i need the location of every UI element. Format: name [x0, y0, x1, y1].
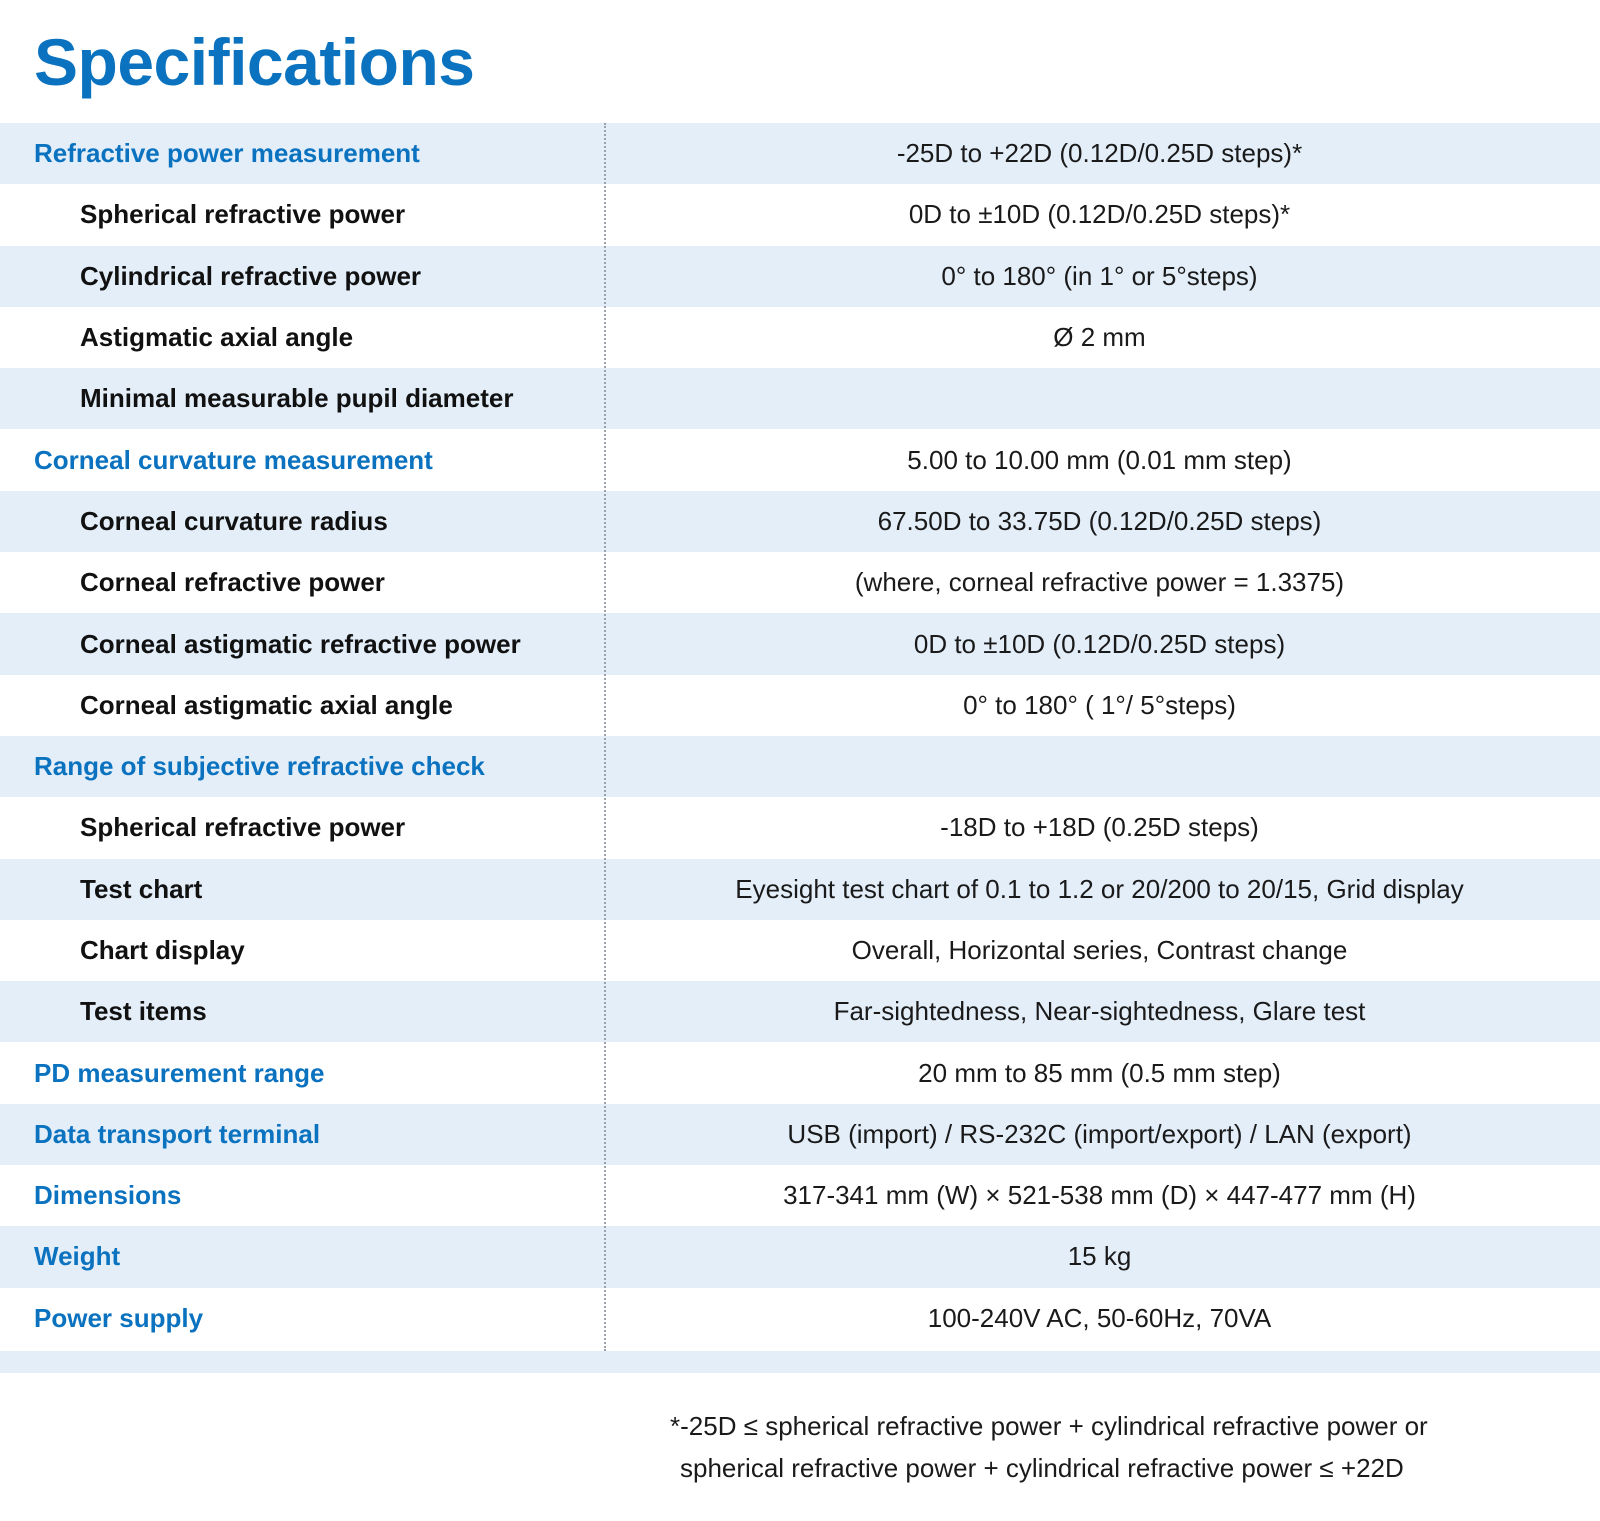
spec-value: 0D to ±10D (0.12D/0.25D steps)* — [908, 199, 1291, 230]
spec-row — [0, 491, 1600, 552]
spec-value: 100-240V AC, 50-60Hz, 70VA — [927, 1302, 1272, 1333]
column-divider — [604, 123, 606, 1351]
spec-value: -25D to +22D (0.12D/0.25D steps)* — [896, 138, 1303, 169]
spec-value: Ø 2 mm — [1053, 322, 1146, 353]
spec-value: 20 mm to 85 mm (0.5 mm step) — [918, 1057, 1281, 1088]
footnote-line: *-25D ≤ spherical refractive power + cylindrical refractive power or — [670, 1411, 1428, 1441]
spec-label: Corneal refractive power — [80, 567, 385, 598]
spec-label: Spherical refractive power — [80, 812, 406, 843]
spec-label: Corneal astigmatic axial angle — [80, 689, 453, 720]
spec-label: Test items — [80, 996, 207, 1027]
spec-label: Refractive power measurement — [34, 138, 420, 169]
spec-row — [0, 859, 1600, 920]
spec-row — [0, 368, 1600, 429]
spec-row — [0, 307, 1600, 368]
spec-row — [0, 552, 1600, 613]
spec-row — [0, 920, 1600, 981]
spec-value: 0° to 180° (in 1° or 5°steps) — [941, 260, 1258, 291]
spec-label: Corneal curvature measurement — [34, 444, 433, 475]
table-bottom-band — [0, 1351, 1600, 1373]
spec-label: Weight — [34, 1241, 121, 1272]
spec-label: Test chart — [80, 873, 203, 904]
spec-label: Spherical refractive power — [80, 199, 406, 230]
spec-value: USB (import) / RS-232C (import/export) / LAN (export) — [787, 1118, 1412, 1149]
spec-row — [0, 184, 1600, 245]
spec-label: Astigmatic axial angle — [80, 322, 354, 353]
spec-label: Data transport terminal — [34, 1118, 321, 1149]
spec-label: Range of subjective refractive check — [34, 751, 485, 782]
page-title: Specifications — [34, 25, 475, 99]
spec-value: 0D to ±10D (0.12D/0.25D steps) — [913, 628, 1286, 659]
spec-value: 0° to 180° ( 1°/ 5°steps) — [963, 689, 1236, 720]
spec-value: Far-sightedness, Near-sightedness, Glare test — [833, 996, 1366, 1027]
spec-row — [0, 1165, 1600, 1226]
spec-row — [0, 1042, 1600, 1103]
spec-value: 15 kg — [1067, 1241, 1132, 1272]
spec-row — [0, 613, 1600, 674]
spec-row — [0, 1288, 1600, 1349]
spec-label: Power supply — [34, 1302, 204, 1333]
spec-row — [0, 736, 1600, 797]
spec-label: Chart display — [80, 935, 245, 965]
spec-value: Eyesight test chart of 0.1 to 1.2 or 20/200 to 20/15, Grid display — [735, 873, 1464, 904]
spec-table — [0, 123, 1600, 1349]
spec-value: -18D to +18D (0.25D steps) — [940, 812, 1259, 843]
spec-value: Overall, Horizontal series, Contrast change — [851, 935, 1348, 965]
spec-value: (where, corneal refractive power = 1.3375) — [854, 567, 1345, 598]
spec-row — [0, 429, 1600, 490]
spec-row — [0, 1104, 1600, 1165]
spec-value: 67.50D to 33.75D (0.12D/0.25D steps) — [877, 505, 1322, 536]
footnote — [670, 1405, 1590, 1489]
spec-row — [0, 123, 1600, 184]
spec-row — [0, 246, 1600, 307]
spec-row — [0, 1226, 1600, 1287]
spec-value: 5.00 to 10.00 mm (0.01 mm step) — [907, 444, 1292, 475]
spec-label: Minimal measurable pupil diameter — [80, 383, 514, 414]
spec-value: 317-341 mm (W) × 521-538 mm (D) × 447-477 mm (H) — [783, 1180, 1416, 1211]
spec-row — [0, 981, 1600, 1042]
spec-label: Corneal curvature radius — [80, 505, 388, 536]
spec-row — [0, 797, 1600, 858]
spec-label: Dimensions — [34, 1180, 182, 1211]
spec-label: PD measurement range — [34, 1057, 325, 1088]
spec-label: Cylindrical refractive power — [80, 260, 422, 291]
footnote-line: spherical refractive power + cylindrical refractive power ≤ +22D — [680, 1453, 1404, 1483]
spec-row — [0, 675, 1600, 736]
spec-label: Corneal astigmatic refractive power — [80, 628, 521, 659]
